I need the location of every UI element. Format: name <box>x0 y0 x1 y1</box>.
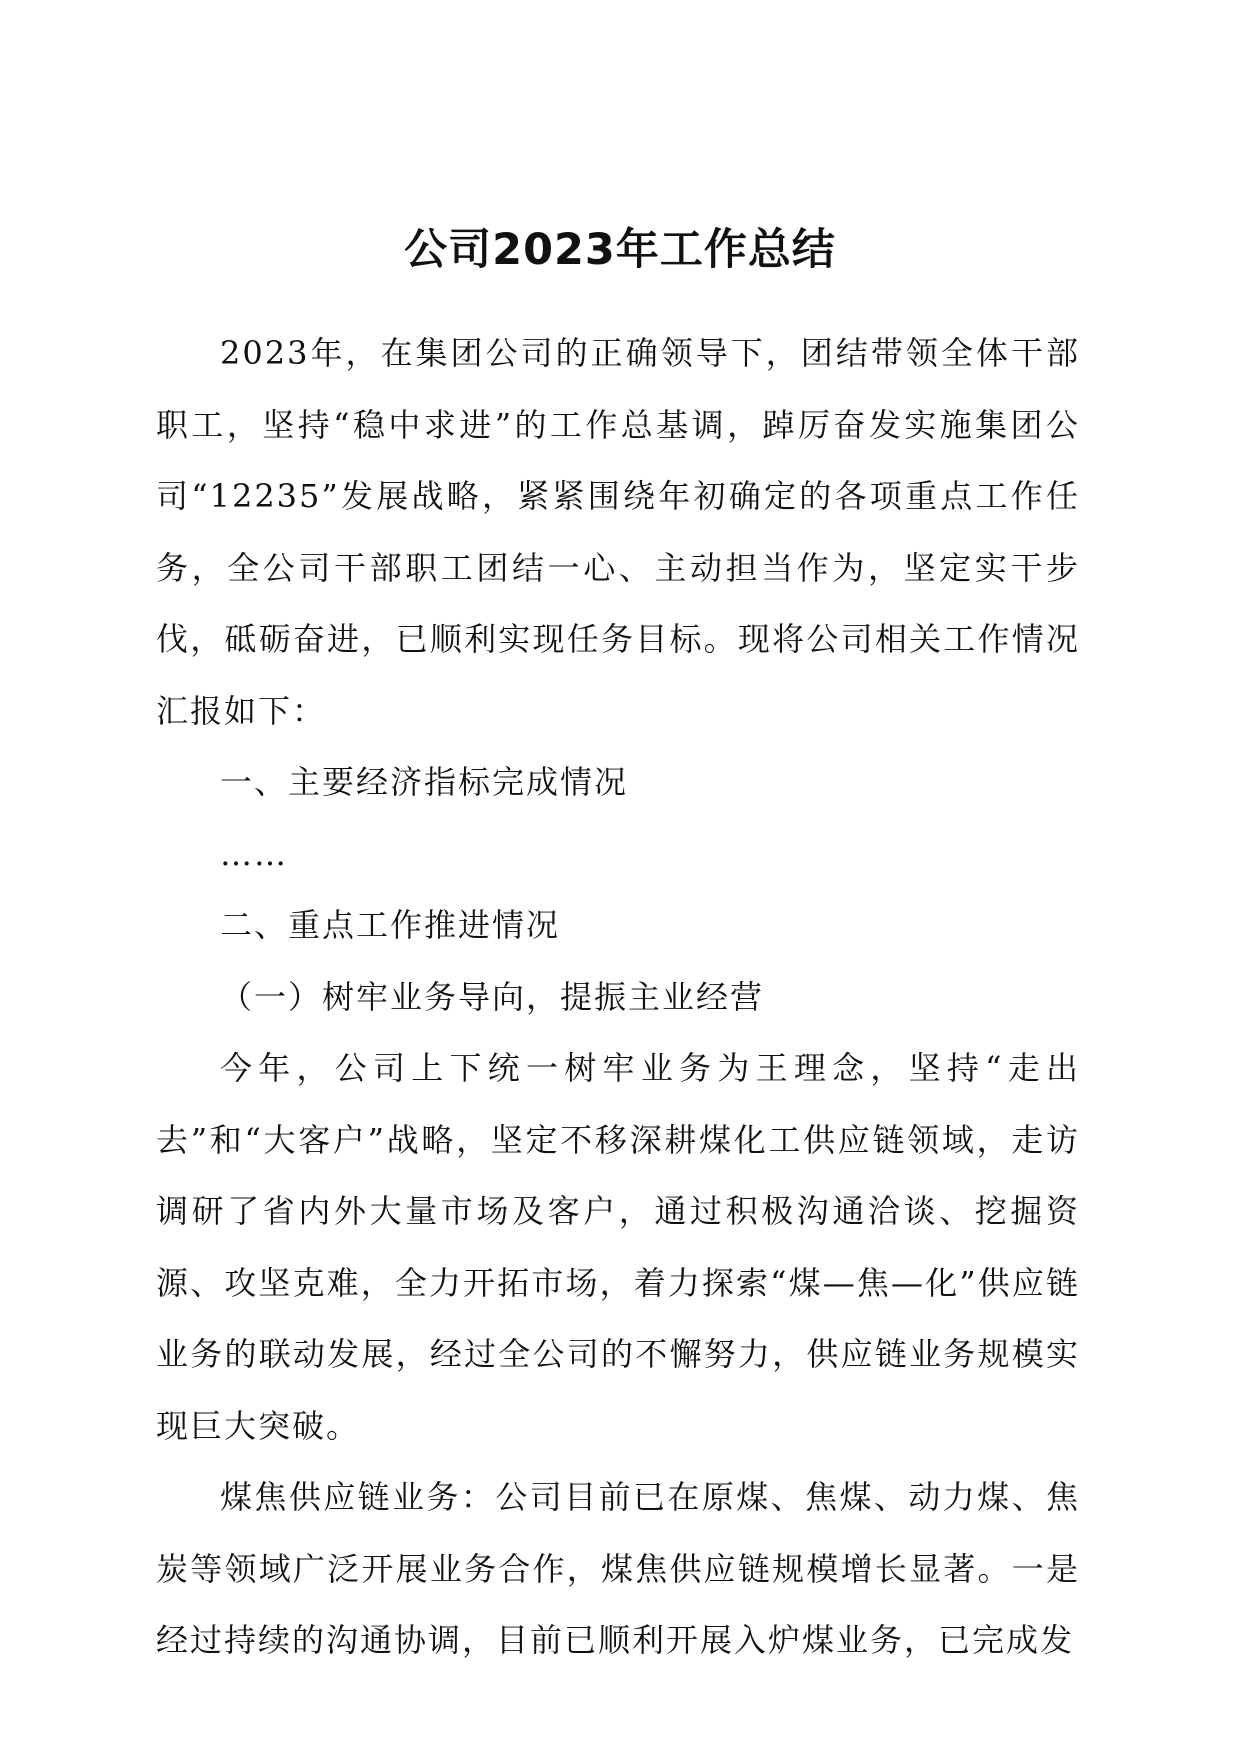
ellipsis-placeholder: …… <box>220 834 288 873</box>
document-body <box>156 318 1080 1677</box>
coal-supply-paragraph: 煤焦供应链业务：公司目前已在原煤、焦煤、动力煤、焦炭等领域广泛开展业务合作，煤焦供应链规模增长显著。一是经过持续的沟通协调，目前已顺利开展入炉煤业务，已完成发 <box>156 1478 1080 1659</box>
document-title: 公司2023年工作总结 <box>404 225 836 275</box>
section-heading-1: 一、主要经济指标完成情况 <box>220 763 629 801</box>
subsection-heading-1: （一）树牢业务导向，提振主业经营 <box>220 977 765 1016</box>
business-paragraph: 今年，公司上下统一树牢业务为王理念，坚持“走出去”和“大客户”战略，坚定不移深耕煤化工供应链领域，走访调研了省内外大量市场及客户，通过积极沟通洽谈、挖掘资源、攻坚克难，全力开拓市场，着力探索“煤—焦—化”供应链业务的联动发展，经过全公司的不懈努力，供应链业务规模实现巨大突破。 <box>156 1049 1080 1445</box>
section-heading-2: 二、重点工作推进情况 <box>220 906 561 944</box>
intro-paragraph: 2023年，在集团公司的正确领导下，团结带领全体干部职工，坚持“稳中求进”的工作总基调，踔厉奋发实施集团公司“12235”发展战略，紧紧围绕年初确定的各项重点工作任务，全公司干部职工团结一心、主动担当作为，坚定实干步伐，砥砺奋进，已顺利实现任务目标。现将公司相关工作情况汇报如下： <box>156 334 1080 730</box>
